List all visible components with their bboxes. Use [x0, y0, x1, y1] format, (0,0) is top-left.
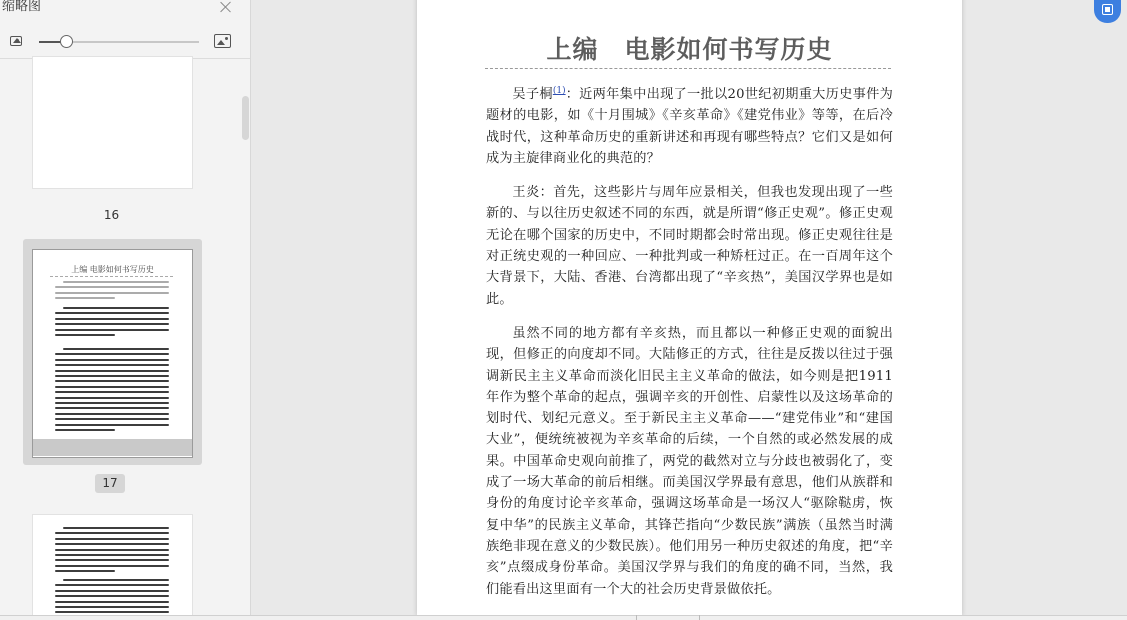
thumbnail-text-line — [55, 429, 115, 431]
thumbnail-text-line — [55, 601, 169, 603]
chapter-title: 上编 电影如何书写历史 — [546, 35, 833, 64]
thumbnail-rule — [50, 276, 173, 277]
thumbnail-text-line — [63, 348, 169, 350]
paragraph — [486, 81, 893, 169]
speaker-name: 吴子桐 — [512, 87, 553, 102]
thumbnail-text-line — [55, 606, 169, 608]
thumbnail-text-line — [55, 549, 169, 551]
footnote-link[interactable]: (1) — [552, 86, 566, 96]
thumbnail-text-line — [55, 402, 169, 404]
thumbnail-text-line — [55, 570, 115, 572]
thumbnail-text-line — [55, 532, 169, 534]
paragraph: 虽然不同的地方都有辛亥热，而且都以一种修正史观的面貌出现，但修正的向度却不同。大陆修正的方式，往往是反拨以往过于强调新民主主义革命而淡化旧民主主义革命的做法，如今则是把1911年作为整个革命的起点，强调辛亥的开创性、启蒙性以及这场革命的划时代、划纪元意义。至于新民主主义革命——“建党伟业”和“建国大业”，便统统被视为辛亥革命的后续，一个自然的或必然发展的成果。中国革命史观向前推了，两党的截然对立与分歧也被弱化了，变成了一场大革命的前后相继。而美国汉学界最有意思，他们从族群和身份的角度讨论辛亥革命，强调这场革命是一场汉人“驱除鞑虏，恢复中华”的民族主义革命，其锋芒指向“少数民族”满族（虽然当时满族绝非现在意义的少数民族）。他们用另一种历史叙述的角度，把“辛亥”点缀成身份革命。美国汉学界与我们的角度的确不同，当然，我们能看出这里面有一个大的社会历史背景做依托。 — [486, 325, 893, 597]
thumbnail-page-18[interactable] — [23, 506, 202, 620]
thumbnail-text-line — [55, 413, 169, 415]
thumbnail-text-line — [55, 380, 169, 382]
paragraph-text: ：近两年集中出现了一批以20世纪初期重大历史事件为题材的电影，如《十月围城》《辛亥革命》《建党伟业》等等，在后冷战时代，这种革命历史的重新讲述和再现有哪些特点？它们又是如何成为主旋律商业化的典范的？ — [486, 87, 893, 166]
thumbnail-text-line — [55, 329, 169, 331]
thumbnail-text-line — [55, 424, 169, 426]
thumbnail-text-line — [55, 565, 169, 567]
thumbnail-text-line — [55, 543, 169, 545]
thumbnail-text-line — [55, 386, 169, 388]
sidebar-title: 缩略图 — [2, 0, 42, 14]
thumbnail-footer — [33, 439, 193, 456]
thumbnail-text-line — [55, 595, 169, 597]
horizontal-scrollbar[interactable] — [0, 615, 1127, 620]
thumbnail-text-line — [55, 584, 169, 586]
thumbnail-text-line — [55, 286, 169, 288]
app-float-icon[interactable] — [1094, 0, 1121, 23]
thumbnail-text-line — [55, 297, 115, 299]
thumbnail-text-line — [55, 312, 169, 314]
thumbnail-text-line — [55, 554, 169, 556]
thumbnail-text-line — [55, 323, 169, 325]
thumbnail-image — [32, 249, 193, 458]
thumbnail-sidebar — [0, 0, 251, 620]
thumbnail-text-line — [55, 391, 169, 393]
sidebar-scrollbar[interactable] — [242, 96, 249, 140]
thumbnail-text-line — [55, 418, 169, 420]
thumbnail-page-16[interactable] — [23, 56, 202, 199]
thumbnail-page-17[interactable] — [23, 239, 202, 465]
zoom-slider-thumb[interactable] — [60, 35, 73, 48]
thumbnail-text-line — [55, 397, 169, 399]
thumbnail-text-line — [55, 407, 169, 409]
thumbnail-text-line — [55, 334, 115, 336]
image-small-icon[interactable] — [10, 36, 22, 46]
document-page — [417, 0, 962, 616]
scrollbar-handle[interactable] — [636, 615, 700, 620]
thumbnail-text-line — [63, 281, 169, 283]
thumbnail-text-line — [55, 364, 169, 366]
thumbnail-text-line — [55, 590, 169, 592]
thumbnail-text-line — [63, 579, 169, 581]
close-icon[interactable] — [219, 0, 233, 14]
thumbnail-text-line — [55, 611, 169, 613]
thumbnail-text-line — [63, 527, 169, 529]
title-underline — [485, 68, 891, 69]
thumbnail-text-line — [63, 307, 169, 309]
thumbnail-page-number: 16 — [103, 208, 120, 222]
thumbnail-text-line — [55, 292, 169, 294]
thumbnail-text-line — [55, 370, 169, 372]
paragraph: 王炎：首先，这些影片与周年应景相关，但我也发现出现了一些新的、与以往历史叙述不同的东西，就是所谓“修正史观”。修正史观无论在哪个国家的历史中，不同时期都会时常出现。修正史观往往是对正统史观的一种回应、一种批判或一种矫枉过正。在一百周年这个大背景下，大陆、香港、台湾都出现了“辛亥热”，美国汉学界也是如此。 — [486, 185, 893, 307]
thumbnail-title: 上编 电影如何书写历史 — [71, 265, 154, 274]
thumbnail-text-line — [55, 375, 169, 377]
thumbnail-image — [32, 514, 193, 620]
thumbnail-text-line — [55, 353, 169, 355]
document-body — [486, 81, 893, 613]
thumbnail-image — [32, 56, 193, 189]
thumbnail-text-line — [55, 538, 169, 540]
thumbnail-text-line — [55, 318, 169, 320]
thumbnail-text-line — [55, 359, 169, 361]
thumbnail-page-number-selected: 17 — [95, 474, 125, 493]
thumbnail-text-line — [55, 559, 169, 561]
image-large-icon[interactable] — [214, 34, 231, 48]
